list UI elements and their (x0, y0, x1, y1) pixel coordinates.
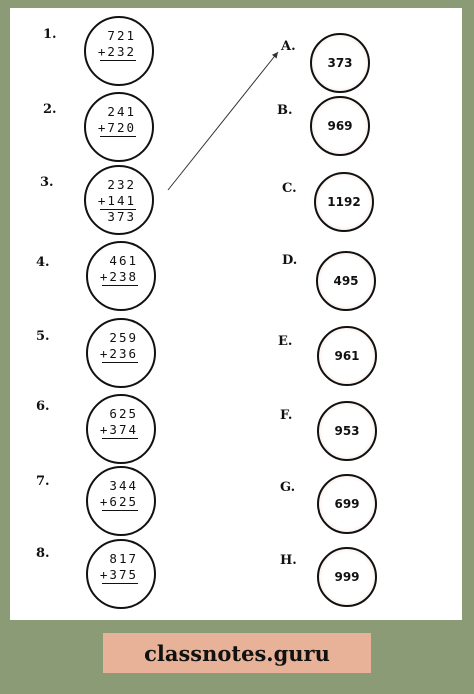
brand-banner[interactable] (103, 633, 371, 673)
option-circle[interactable]: 1192 (314, 172, 374, 232)
addend-bottom: +236 (99, 346, 138, 361)
option-letter: D. (282, 253, 298, 268)
problem-number: 7. (36, 474, 50, 489)
matching-arrow (10, 8, 462, 620)
addend-top: 721 (107, 28, 136, 43)
addend-top: 241 (107, 104, 136, 119)
brand-label: classnotes.guru (144, 640, 330, 666)
option-circle[interactable]: 699 (317, 474, 377, 534)
addend-bottom: +232 (97, 44, 136, 59)
option-letter: C. (282, 181, 297, 196)
addend-bottom: +374 (99, 422, 138, 437)
option-letter: H. (280, 553, 297, 568)
answer-line[interactable]: 373 (100, 209, 136, 224)
problem-number: 1. (43, 27, 57, 42)
option-letter: G. (280, 480, 296, 495)
option-letter: A. (281, 39, 296, 54)
option-circle[interactable]: 953 (317, 401, 377, 461)
option-circle[interactable]: 373 (310, 33, 370, 93)
option-circle[interactable]: 961 (317, 326, 377, 386)
problem-number: 2. (43, 102, 57, 117)
addend-bottom: +625 (99, 494, 138, 509)
addend-bottom: +720 (97, 120, 136, 135)
addend-top: 259 (109, 330, 138, 345)
option-circle[interactable]: 495 (316, 251, 376, 311)
option-circle[interactable]: 999 (317, 547, 377, 607)
addend-bottom: +375 (99, 567, 138, 582)
addend-top: 625 (109, 406, 138, 421)
addend-top: 817 (109, 551, 138, 566)
option-letter: E. (278, 334, 293, 349)
problem-number: 4. (36, 255, 50, 270)
problem-number: 6. (36, 399, 50, 414)
option-letter: F. (280, 408, 293, 423)
addend-top: 461 (109, 253, 138, 268)
addend-bottom: +141 (97, 193, 136, 208)
addend-bottom: +238 (99, 269, 138, 284)
addend-top: 344 (109, 478, 138, 493)
worksheet (10, 8, 462, 620)
problem-number: 3. (40, 175, 54, 190)
addend-top: 232 (107, 177, 136, 192)
option-letter: B. (277, 103, 293, 118)
problem-number: 5. (36, 329, 50, 344)
problem-number: 8. (36, 546, 50, 561)
option-circle[interactable]: 969 (310, 96, 370, 156)
